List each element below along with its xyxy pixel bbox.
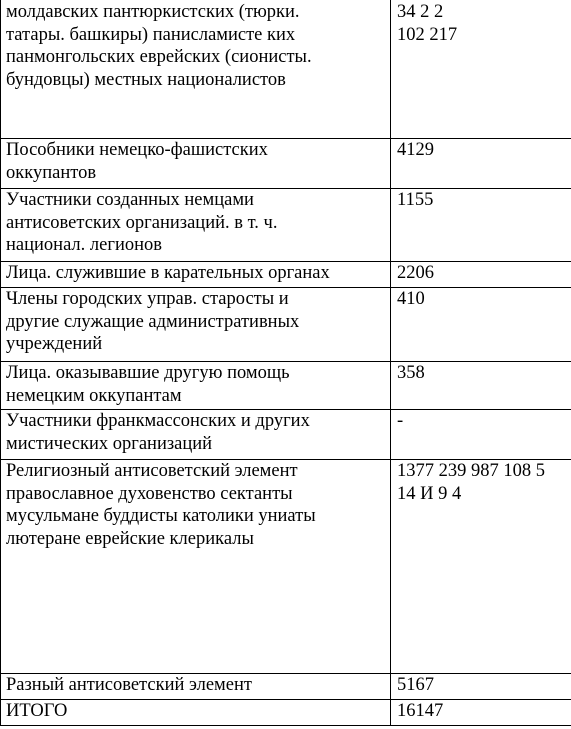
category-line: татары. башкиры) панисламисте ких <box>6 24 296 45</box>
category-line: панмонгольских еврейских (сионисты. <box>6 47 312 67</box>
count-line: 14 И 9 4 <box>397 483 462 504</box>
category-line: православное духовенство сектанты <box>6 483 293 504</box>
category-line: учреждений <box>6 334 103 354</box>
count-line: 102 217 <box>397 24 458 45</box>
category-line: лютеране еврейские клерикалы <box>6 528 254 549</box>
category-cell <box>1 189 391 262</box>
category-cell <box>1 288 391 362</box>
count-line: 34 2 2 <box>397 2 444 22</box>
category-cell <box>1 674 391 700</box>
category-cell <box>1 0 391 139</box>
table-row <box>1 674 571 700</box>
category-line: Участники созданных немцами <box>6 190 254 210</box>
count-line: 1377 239 987 108 5 <box>397 461 545 481</box>
count-cell <box>391 460 571 674</box>
category-line: бундовцы) местных националистов <box>6 69 286 90</box>
table-row <box>1 139 571 189</box>
count-cell <box>391 262 571 288</box>
category-line: молдавских пантюркистских (тюрки. <box>6 2 300 22</box>
category-cell <box>1 139 391 189</box>
count-cell <box>391 0 571 139</box>
count-cell <box>391 362 571 410</box>
category-cell <box>1 460 391 674</box>
category-line: Разный антисоветский элемент <box>6 675 252 695</box>
category-line: Пособники немецко-фашистских <box>6 140 268 160</box>
table-row <box>1 189 571 262</box>
count-cell <box>391 139 571 189</box>
category-line: мистических организаций <box>6 433 213 454</box>
count-cell <box>391 410 571 460</box>
category-line: немецким оккупантам <box>6 385 182 406</box>
table-row <box>1 410 571 460</box>
category-line: национал. легионов <box>6 235 162 255</box>
category-cell <box>1 362 391 410</box>
category-line: Лица. оказывавшие другую помощь <box>6 363 290 383</box>
count-cell <box>391 700 571 726</box>
category-line: Лица. служившие в карательных органах <box>6 263 330 283</box>
category-cell <box>1 700 391 726</box>
table-row <box>1 262 571 288</box>
table-row <box>1 362 571 410</box>
category-line: мусульмане буддисты католики униаты <box>6 506 316 526</box>
table-row <box>1 460 571 674</box>
category-line: оккупантов <box>6 162 97 183</box>
category-line: антисоветских организаций. в т. ч. <box>6 212 278 233</box>
count-cell <box>391 288 571 362</box>
count-line: 410 <box>397 289 425 309</box>
category-line: ИТОГО <box>6 701 68 721</box>
category-cell <box>1 410 391 460</box>
count-line: 5167 <box>397 675 434 695</box>
category-cell <box>1 262 391 288</box>
category-line: Члены городских управ. старосты и <box>6 289 289 309</box>
count-line: 358 <box>397 363 425 383</box>
count-cell <box>391 674 571 700</box>
count-line: 2206 <box>397 263 434 283</box>
category-line: другие служащие административных <box>6 311 300 332</box>
table-row <box>1 288 571 362</box>
count-line: - <box>397 411 404 431</box>
category-line: Участники франкмассонских и других <box>6 411 310 431</box>
count-cell <box>391 189 571 262</box>
table-row <box>1 0 571 139</box>
count-line: 1155 <box>397 190 434 210</box>
count-line: 4129 <box>397 140 434 160</box>
table-row <box>1 700 571 726</box>
category-line: Религиозный антисоветский элемент <box>6 461 298 481</box>
count-line: 16147 <box>397 701 444 721</box>
